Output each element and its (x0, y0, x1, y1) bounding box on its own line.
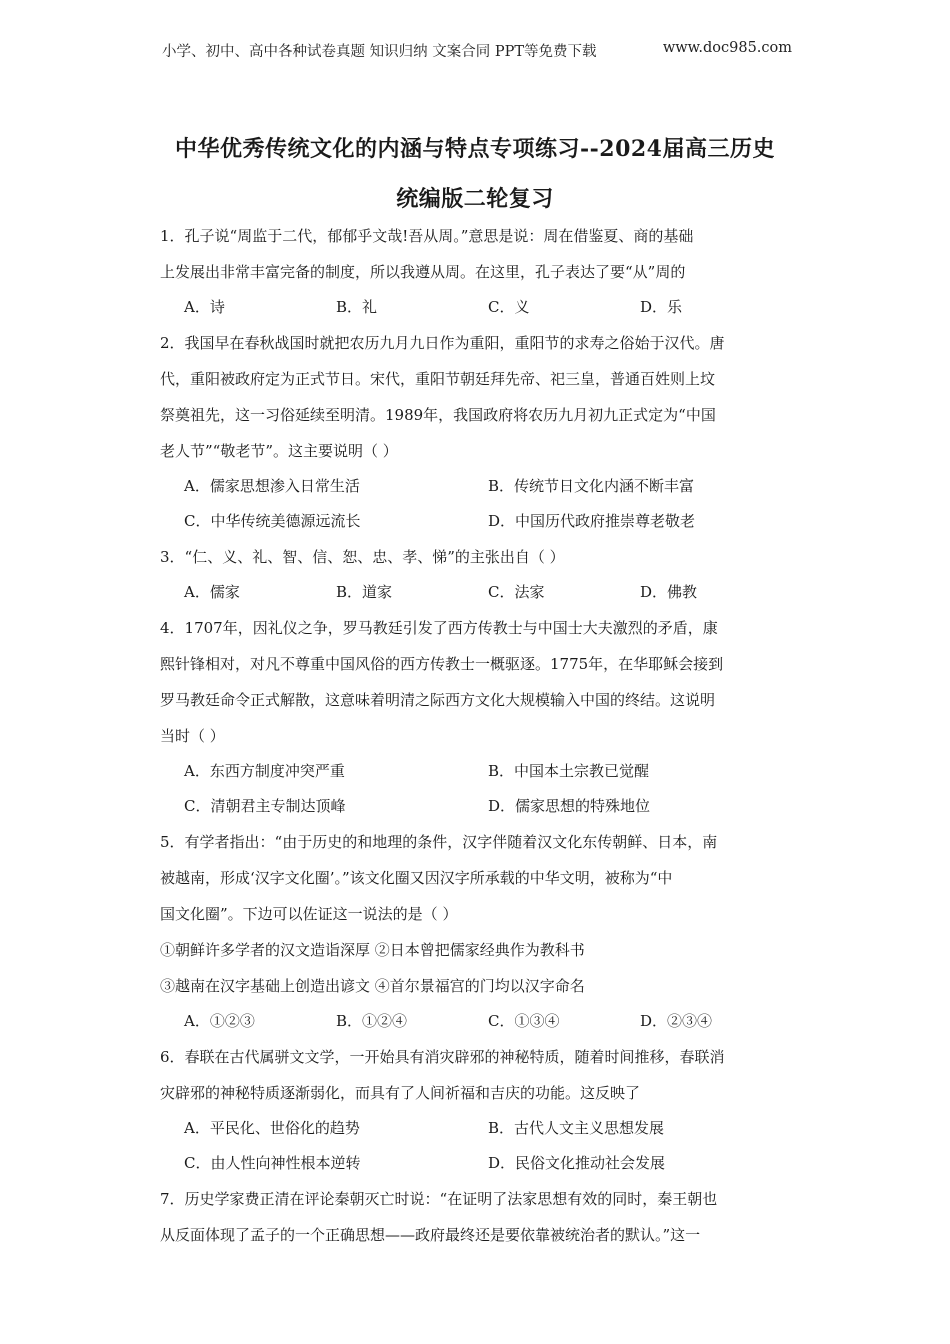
question-text-line: 老人节”“敬老节”。这主要说明（ ） (160, 442, 398, 460)
option-d[interactable]: D．②③④ (640, 1012, 713, 1030)
question-text-line: ①朝鲜许多学者的汉文造诣深厚 ②日本曾把儒家经典作为教科书 (160, 941, 585, 959)
option-b[interactable]: B．道家 (336, 583, 393, 601)
option-row (160, 469, 792, 504)
question-text-line: 熙针锋相对，对凡不尊重中国风俗的西方传教士一概驱逐。1775年，在华耶稣会接到 (160, 655, 724, 673)
question-text-line: 6．春联在古代属骈文文学，一开始具有消灾辟邪的神秘特质，随着时间推移，春联消 (160, 1048, 725, 1066)
option-c[interactable]: C．中华传统美德源远流长 (184, 512, 361, 530)
option-d[interactable]: D．民俗文化推动社会发展 (488, 1154, 666, 1172)
option-a[interactable]: A．东西方制度冲突严重 (184, 762, 345, 780)
option-row (160, 1146, 792, 1181)
question-4 (160, 610, 792, 824)
question-text-line: 7．历史学家费正清在评论秦朝灭亡时说：“在证明了法家思想有效的同时，秦王朝也 (160, 1190, 718, 1208)
option-row (160, 1004, 792, 1039)
option-c[interactable]: C．义 (488, 298, 530, 316)
question-text-line: 被越南，形成‘汉字文化圈’。”该文化圈又因汉字所承载的中华文明，被称为“中 (160, 869, 673, 887)
question-text-line: 罗马教廷命令正式解散，这意味着明清之际西方文化大规模输入中国的终结。这说明 (160, 691, 716, 709)
document-title-line-2: 统编版二轮复习 (396, 186, 554, 212)
question-3 (160, 539, 792, 610)
document-title-line-1: 中华优秀传统文化的内涵与特点专项练习--2024届高三历史 (175, 136, 775, 162)
question-text-line: 上发展出非常丰富完备的制度，所以我遵从周。在这里，孔子表达了要“从”周的 (160, 263, 686, 281)
option-a[interactable]: A．平民化、世俗化的趋势 (184, 1119, 360, 1137)
question-list (160, 218, 792, 1253)
option-c[interactable]: C．由人性向神性根本逆转 (184, 1154, 361, 1172)
option-c[interactable]: C．法家 (488, 583, 545, 601)
question-text-line: ③越南在汉字基础上创造出谚文 ④首尔景福宫的门均以汉字命名 (160, 977, 585, 995)
option-d[interactable]: D．佛教 (640, 583, 698, 601)
header-left-text: 小学、初中、高中各种试卷真题 知识归纳 文案合同 PPT等免费下载 (162, 44, 597, 60)
option-c[interactable]: C．①③④ (488, 1012, 560, 1030)
option-row (160, 575, 792, 610)
option-d[interactable]: D．中国历代政府推崇尊老敬老 (488, 512, 696, 530)
option-row (160, 504, 792, 539)
option-row (160, 290, 792, 325)
question-text-line: 1．孔子说“周监于二代，郁郁乎文哉!吾从周。”意思是说：周在借鉴夏、商的基础 (160, 227, 694, 245)
question-text-line: 5．有学者指出：“由于历史的和地理的条件，汉字伴随着汉文化东传朝鲜、日本，南 (160, 833, 718, 851)
option-row (160, 754, 792, 789)
question-text-line: 3．“仁、义、礼、智、信、恕、忠、孝、悌”的主张出自（ ） (160, 548, 565, 566)
question-text-line: 国文化圈”。下边可以佐证这一说法的是（ ） (160, 905, 458, 923)
option-b[interactable]: B．①②④ (336, 1012, 408, 1030)
option-b[interactable]: B．古代人文主义思想发展 (488, 1119, 665, 1137)
option-d[interactable]: D．乐 (640, 298, 683, 316)
option-b[interactable]: B．礼 (336, 298, 378, 316)
question-text-line: 代，重阳被政府定为正式节日。宋代，重阳节朝廷拜先帝、祀三皇，普通百姓则上坟 (160, 370, 716, 388)
option-a[interactable]: A．诗 (184, 298, 225, 316)
option-row (160, 1111, 792, 1146)
option-a[interactable]: A．①②③ (184, 1012, 255, 1030)
question-1 (160, 218, 792, 325)
option-row (160, 789, 792, 824)
question-text-line: 2．我国早在春秋战国时就把农历九月九日作为重阳，重阳节的求寿之俗始于汉代。唐 (160, 334, 725, 352)
question-5 (160, 824, 792, 1039)
question-text-line: 从反面体现了孟子的一个正确思想——政府最终还是要依靠被统治者的默认。”这一 (160, 1226, 701, 1244)
option-a[interactable]: A．儒家 (184, 583, 240, 601)
question-text-line: 祭奠祖先，这一习俗延续至明清。1989年，我国政府将农历九月初九正式定为“中国 (160, 406, 716, 424)
option-b[interactable]: B．中国本土宗教已觉醒 (488, 762, 650, 780)
option-c[interactable]: C．清朝君主专制达顶峰 (184, 797, 346, 815)
page-header (162, 40, 792, 61)
question-6 (160, 1039, 792, 1181)
question-text-line: 当时（ ） (160, 727, 225, 745)
option-d[interactable]: D．儒家思想的特殊地位 (488, 797, 651, 815)
option-b[interactable]: B．传统节日文化内涵不断丰富 (488, 477, 695, 495)
question-text-line: 灾辟邪的神秘特质逐渐弱化，而具有了人间祈福和吉庆的功能。这反映了 (160, 1084, 641, 1102)
question-text-line: 4．1707年，因礼仪之争，罗马教廷引发了西方传教士与中国士大夫激烈的矛盾，康 (160, 619, 718, 637)
question-2 (160, 325, 792, 539)
header-website: www.doc985.com (662, 40, 792, 56)
option-a[interactable]: A．儒家思想渗入日常生活 (184, 477, 360, 495)
question-7 (160, 1181, 792, 1253)
